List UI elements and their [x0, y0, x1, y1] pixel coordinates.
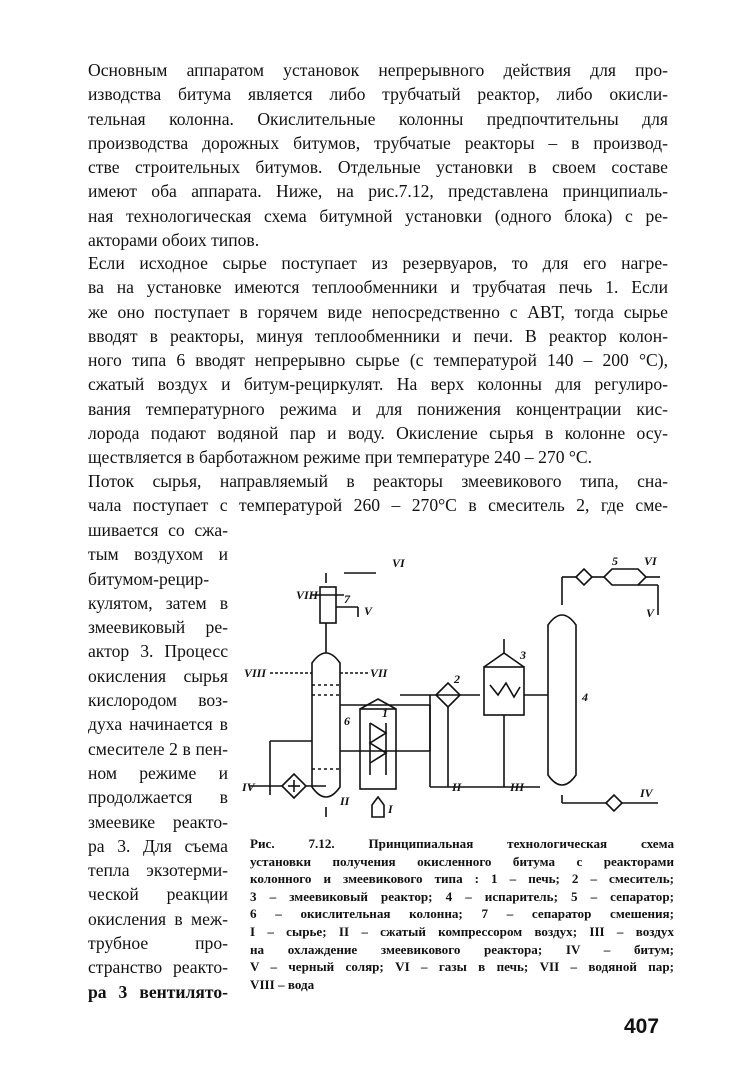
label-vi-right: VI: [644, 555, 657, 568]
caption-line: 3 – змеевиковый реактор; 4 – испаритель; 5 – сепаратор;: [250, 888, 674, 904]
column-text-line: шивается со сжа-: [88, 520, 228, 540]
label-iv-right: IV: [640, 786, 653, 800]
column-text-line: продолжается в: [88, 787, 228, 808]
text-line: имеют оба аппарата. Ниже, на рис.7.12, представлена принципиаль-: [88, 181, 668, 202]
column-text-line: окисления сырья: [88, 665, 228, 686]
column-text-line: ном режиме и: [88, 762, 228, 783]
column-text-line: окисления в меж-: [88, 908, 228, 929]
heat-exchanger-top: [576, 569, 592, 585]
column-text-line: змеевиковый ре-: [88, 617, 228, 638]
paragraph-3: [88, 469, 668, 518]
text-line: ществляется в барботажном режиме при температуре 240 – 270 °С.: [88, 447, 593, 468]
label-vii: VII: [370, 666, 388, 680]
label-6: 6: [344, 714, 350, 728]
text-line: производства дорожных битумов, трубчатые реакторы – в производ-: [88, 132, 668, 153]
caption-line: 6 – окислительная колонна; 7 – сепаратор смешения;: [250, 906, 674, 922]
label-7: 7: [344, 592, 350, 606]
text-line: Основным аппаратом установок непрерывного действия для про-: [88, 60, 668, 80]
text-line: вводят в реакторы, минуя теплообменники и печи. В реактор колон-: [88, 325, 668, 346]
column-text-line: ра 3. Для съема: [88, 835, 228, 856]
mixing-separator-7: [320, 587, 336, 623]
text-line: сжатый воздух и битум-рециркулят. На верх колонны для регулиро-: [88, 374, 668, 395]
text-line: акторами обоих типов.: [88, 230, 260, 251]
text-line: стве строительных битумов. Отдельные установки в своем составе: [88, 157, 668, 178]
label-v-top: V: [364, 604, 373, 618]
text-line: лорода подают водяной пар и воду. Окисление сырья в колонне осу-: [88, 423, 668, 444]
separator-5: [604, 569, 646, 585]
figure-caption: [250, 835, 674, 993]
page-number: 407: [624, 1015, 660, 1038]
caption-line: Рис. 7.12. Принципиальная технологическая схема: [250, 836, 674, 851]
column-text-line: кислородом воз-: [88, 690, 228, 711]
label-iv-left: IV: [242, 780, 255, 794]
furnace-1: [360, 709, 396, 789]
heat-exchanger-right: [606, 795, 622, 811]
column-text-line: тым воздухом и: [88, 544, 228, 565]
label-viii-top: VIII: [296, 588, 319, 602]
label-5: 5: [612, 555, 618, 568]
label-vi-top: VI: [392, 556, 405, 570]
wrapped-text-column: [88, 518, 228, 1004]
label-4: 4: [582, 690, 588, 704]
column-text-line: трубное про-: [88, 933, 228, 954]
evaporator-4: [548, 615, 576, 785]
text-line: вания температурного режима и для понижения концентрации кис-: [88, 398, 668, 419]
text-line: ного типа 6 вводят непрерывно сырье (с температурой 140 – 200 °С),: [88, 350, 668, 371]
column-text-line: ра 3 вентилято-: [88, 981, 228, 1002]
text-line: ная технологическая схема битумной установки (одного блока) с ре-: [88, 205, 668, 226]
process-flow-diagram: [240, 555, 680, 825]
column-text-line: змеевике реакто-: [88, 811, 228, 832]
text-line: Поток сырья, направляемый в реакторы змеевикового типа, сна-: [88, 471, 668, 491]
text-line: изводства битума является либо трубчатый реактор, либо окисли-: [88, 84, 668, 105]
caption-line: на охлаждение змеевикового реактора; IV – битум;: [250, 941, 674, 957]
label-i: I: [388, 802, 393, 816]
text-line: тельная колонна. Окислительные колонны предпочтительны для: [88, 108, 668, 129]
caption-line: колонного и змеевикового типа : 1 – печь; 2 – смеситель;: [250, 871, 674, 887]
column-text-line: тепла экзотерми-: [88, 860, 228, 881]
paragraph-1: [88, 58, 668, 252]
paragraph-2: [88, 251, 668, 470]
oxidation-column-6: [312, 653, 340, 797]
column-text-line: смесителе 2 в пен-: [88, 738, 228, 759]
column-text-line: битумом-рецир-: [88, 568, 210, 589]
caption-line: VIII – вода: [250, 976, 315, 992]
text-line: Если исходное сырье поступает из резервуаров, то для его нагре-: [88, 253, 668, 273]
column-text-line: ческой реакции: [88, 884, 228, 905]
label-1: 1: [382, 706, 388, 720]
label-ii-mid: II: [452, 780, 462, 794]
text-line: чала поступает с температурой 260 – 270°С в смеситель 2, где сме-: [88, 495, 668, 516]
label-3: 3: [520, 648, 526, 662]
label-iii: III: [510, 780, 525, 794]
label-2: 2: [454, 672, 460, 686]
label-v-right: V: [646, 606, 655, 620]
caption-line: V – черный соляр; VI – газы в печь; VII – водяной пар;: [250, 959, 674, 975]
column-text-line: актор 3. Процесс: [88, 641, 228, 662]
column-text-line: странство реакто-: [88, 957, 228, 978]
label-ii-left: II: [340, 794, 350, 808]
text-line: ва на установке имеются теплообменники и трубчатая печь 1. Если: [88, 277, 668, 298]
column-text-line: духа начинается в: [88, 714, 228, 735]
caption-line: I – сырье; II – сжатый компрессором воздух; III – воздух: [250, 923, 674, 939]
caption-line: установки получения окисленного битума с реакторами: [250, 853, 674, 869]
column-text-line: кулятом, затем в: [88, 592, 228, 613]
label-viii-mid: VIII: [244, 666, 267, 680]
text-line: же оно поступает в горячем виде непосредственно с АВТ, тогда сырье: [88, 301, 668, 322]
